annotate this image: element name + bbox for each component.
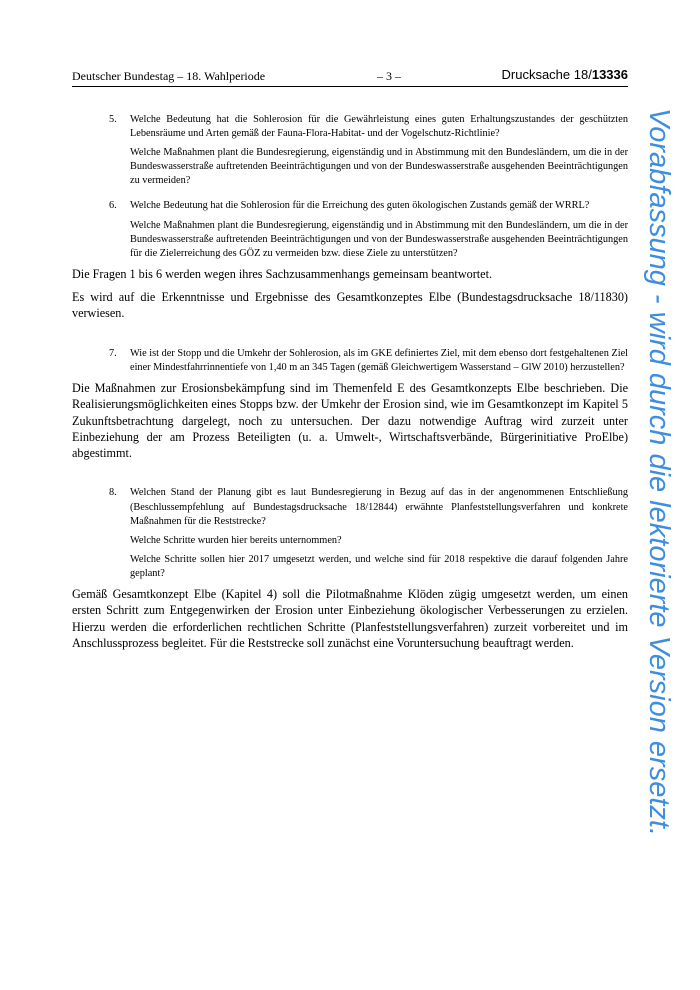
page-body [72,113,628,658]
question-text: Welche Bedeutung hat die Sohlerosion für die Erreichung des guten ökologischen Zustands gemäß der WRRL? [130,200,590,212]
question-6 [109,199,628,260]
question-5 [109,113,628,188]
answer-1-6-intro: Die Fragen 1 bis 6 werden wegen ihres Sachzusammenhangs gemeinsam beantwortet. [72,266,493,281]
answer-1-6-reference: Es wird auf die Erkenntnisse und Ergebnisse des Gesamtkonzeptes Elbe (Bundestagsdrucksache 18/11830) verwiesen. [72,290,628,321]
question-number: 6. [109,200,117,212]
question-text: Welche Maßnahmen plant die Bundesregierung, eigenständig und in Abstimmung mit den Bundesländern, um die in der Bundeswasserstraße auftretenden Beeinträchtigungen und von der Bundeswasserstraße ausgehenden Beeinträchtigungen für die Zielerreichung des GÖZ zu vermeiden bzw. diese Ziele zu unterstützen? [130,219,628,259]
question-text: Wie ist der Stopp und die Umkehr der Sohlerosion, als im GKE definiertes Ziel, mit dem ebenso dort festgehaltenen Ziel einer Mindestfahrrinnentiefe von 1,40 m an 345 Tagen (gemäß Gleichwertigem Wasserstand – GlW 2010) herzustellen? [130,347,629,373]
question-text: Welchen Stand der Planung gibt es laut Bundesregierung in Bezug auf das in der angenommenen Entschließung (Beschlussempfehlung auf Bundestagsdrucksache 18/12844) erwähnte Planfeststellungsverfahren und konkrete Maßnahmen für die Reststrecke? [130,487,628,527]
drucksache-label: Drucksache [501,67,571,82]
question-7 [109,347,629,375]
header-parliament: Deutscher Bundestag – 18. Wahlperiode [72,69,266,83]
question-text: Welche Schritte sollen hier 2017 umgesetzt werden, und welche sind für 2018 respektive die darauf folgenden Jahre geplant? [130,553,628,579]
answer-7: Die Maßnahmen zur Erosionsbekämpfung sind im Themenfeld E des Gesamtkonzepts Elbe beschrieben. Die Realisierungsmöglichkeiten eines Stopps bzw. der Umkehr der Erosion sind, wie im Gesamtkonzept im Kapitel 5 Zukunftsbetrachtung dargelegt, noch zu untersuchen. Der dazu notwendige Auftrag wird zurzeit unter Einbeziehung der am Prozess Beteiligten (u. a. Umwelt-, Wirtschaftsverbände, Bürgerinitiative ProElbe) abgestimmt. [72,380,628,461]
page-header [72,68,628,87]
question-number: 7. [109,347,117,359]
answer-8: Gemäß Gesamtkonzept Elbe (Kapitel 4) soll die Pilotmaßnahme Klöden zügig umgesetzt werden, um einen ersten Schritt zum Entgegenwirken der Erosion unter Einbeziehung ökologischer Verbesserungen zu erzielen. Hierzu werden die erforderlichen rechtlichen Schritte (Planfeststellungsverfahren) zurzeit vorbereitet und im Anschlussprozess begleitet. Für die Reststrecke soll zunächst eine Voruntersuchung beauftragt werden. [72,586,628,650]
draft-watermark: Vorabfassung - wird durch die lektorierte Version ersetzt. [643,108,675,837]
page-number: – 3 – [377,69,401,83]
drucksache-number: 13336 [591,67,628,82]
document-number [502,67,629,82]
question-text: Welche Schritte wurden hier bereits unternommen? [130,534,342,546]
question-8 [109,486,628,581]
question-text: Welche Maßnahmen plant die Bundesregierung, eigenständig und in Abstimmung mit den Bundesländern, um die in der Bundeswasserstraße auftretenden Beeinträchtigungen und von der Bundeswasserstraße ausgehenden Beeinträchtigungen zu vermeiden? [130,147,628,187]
question-number: 8. [109,487,117,499]
question-text: Welche Bedeutung hat die Sohlerosion für die Gewährleistung eines guten Erhaltungszustandes der geschützten Lebensräume und Arten gemäß der Fauna-Flora-Habitat- und der Vogelschutz-Richtlinie? [130,114,628,140]
drucksache-prefix: 18/ [573,67,592,82]
question-number: 5. [109,114,117,125]
